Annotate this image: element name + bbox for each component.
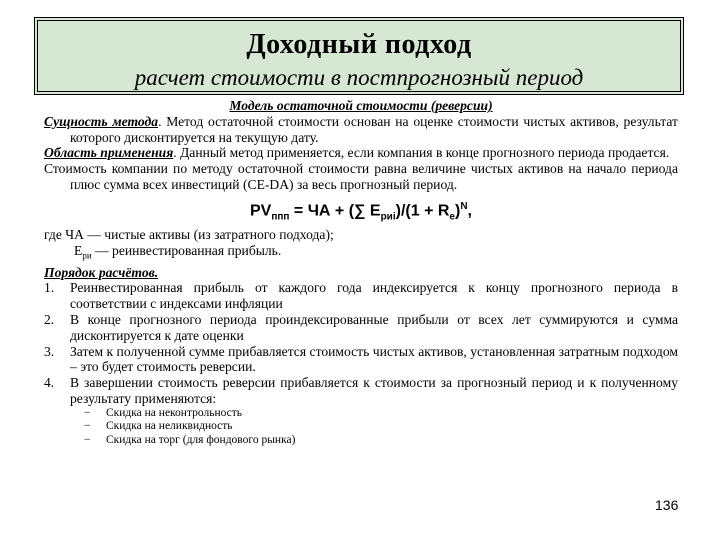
essence-paragraph xyxy=(44,114,678,146)
essence-text: . Метод остаточной стоимости основан на оценке стоимости чистых активов, результат которого дисконтируется на текущую дату. xyxy=(70,113,678,145)
step-item xyxy=(44,344,678,376)
where-line-1: где ЧА — чистые активы (из затратного подхода); xyxy=(44,227,334,243)
formula-e-sub: pиi xyxy=(380,211,396,223)
formula-end: , xyxy=(467,202,472,220)
discount-item xyxy=(84,420,678,434)
header-box xyxy=(34,17,684,95)
discount-item xyxy=(84,407,678,421)
formula-close: ) xyxy=(454,202,461,220)
scope-paragraph xyxy=(44,145,678,161)
steps-title: Порядок расчётов. xyxy=(44,264,159,280)
discount-item xyxy=(84,434,678,448)
step-number: 4. xyxy=(44,375,55,391)
step-item xyxy=(44,280,678,312)
step-text: В завершении стоимость реверсии прибавляется к стоимости за прогнозный период и к полученному результату применяются: xyxy=(70,375,678,406)
page-number: 136 xyxy=(655,497,679,513)
step-number: 2. xyxy=(44,312,55,327)
section-title: Модель остаточной стоимости (реверсии) xyxy=(229,98,493,113)
value-paragraph: Стоимость компании по методу остаточной стоимости равна величине чистых активов на начало периода плюс сумма всех инвестиций (CE-DA) за весь прогнозный период. xyxy=(44,161,678,192)
dash-bullet-icon: − xyxy=(84,420,91,433)
dash-bullet-icon: − xyxy=(84,433,91,446)
formula xyxy=(44,197,678,228)
slide-title: Доходный подход xyxy=(246,29,472,60)
discount-text: Скидка на неликвидность xyxy=(106,420,233,433)
formula-mid: = ЧА + (∑ E xyxy=(289,202,381,220)
step-item xyxy=(44,312,678,344)
dash-bullet-icon: − xyxy=(84,406,91,419)
step-text: Затем к полученной сумме прибавляется стоимость чистых активов, установленная затратным подходом – это будет стоимость реверсии. xyxy=(70,343,678,375)
step-number: 3. xyxy=(44,343,55,359)
slide-content xyxy=(44,98,678,447)
where-line-2-text: — реинвестированная прибыль. xyxy=(91,243,282,259)
step-text: Реинвестированная прибыль от каждого года индексируется к концу прогнозного периода в соответствии с индексами инфляции xyxy=(70,280,678,312)
discount-text: Скидка на неконтрольность xyxy=(106,406,243,419)
step-text: В конце прогнозного периода проиндексированные прибыли от всех лет суммируются и сумма дисконтируется к дате оценки xyxy=(70,312,678,343)
formula-n-sup: N xyxy=(460,200,468,212)
formula-pv-sub: ппп xyxy=(271,211,290,223)
formula-pv: PV xyxy=(249,202,272,220)
essence-term: Сущность метода xyxy=(44,113,159,129)
formula-r-sub: e xyxy=(449,211,455,223)
where-line-2 xyxy=(44,243,678,265)
scope-term: Область применения xyxy=(44,145,174,161)
slide-subtitle: расчет стоимости в постпрогнозный период xyxy=(134,65,584,90)
step-number: 1. xyxy=(44,280,55,296)
step-item xyxy=(44,375,678,407)
discount-text: Скидка на торг (для фондового рынка) xyxy=(106,433,296,446)
formula-mid2: )/(1 + R xyxy=(395,202,450,220)
where-line-2-sub: ри xyxy=(82,250,92,261)
where-line-2-symbol: E xyxy=(74,243,83,259)
scope-text: . Данный метод применяется, если компания в конце прогнозного периода продается. xyxy=(173,145,670,161)
discount-list xyxy=(44,407,678,448)
